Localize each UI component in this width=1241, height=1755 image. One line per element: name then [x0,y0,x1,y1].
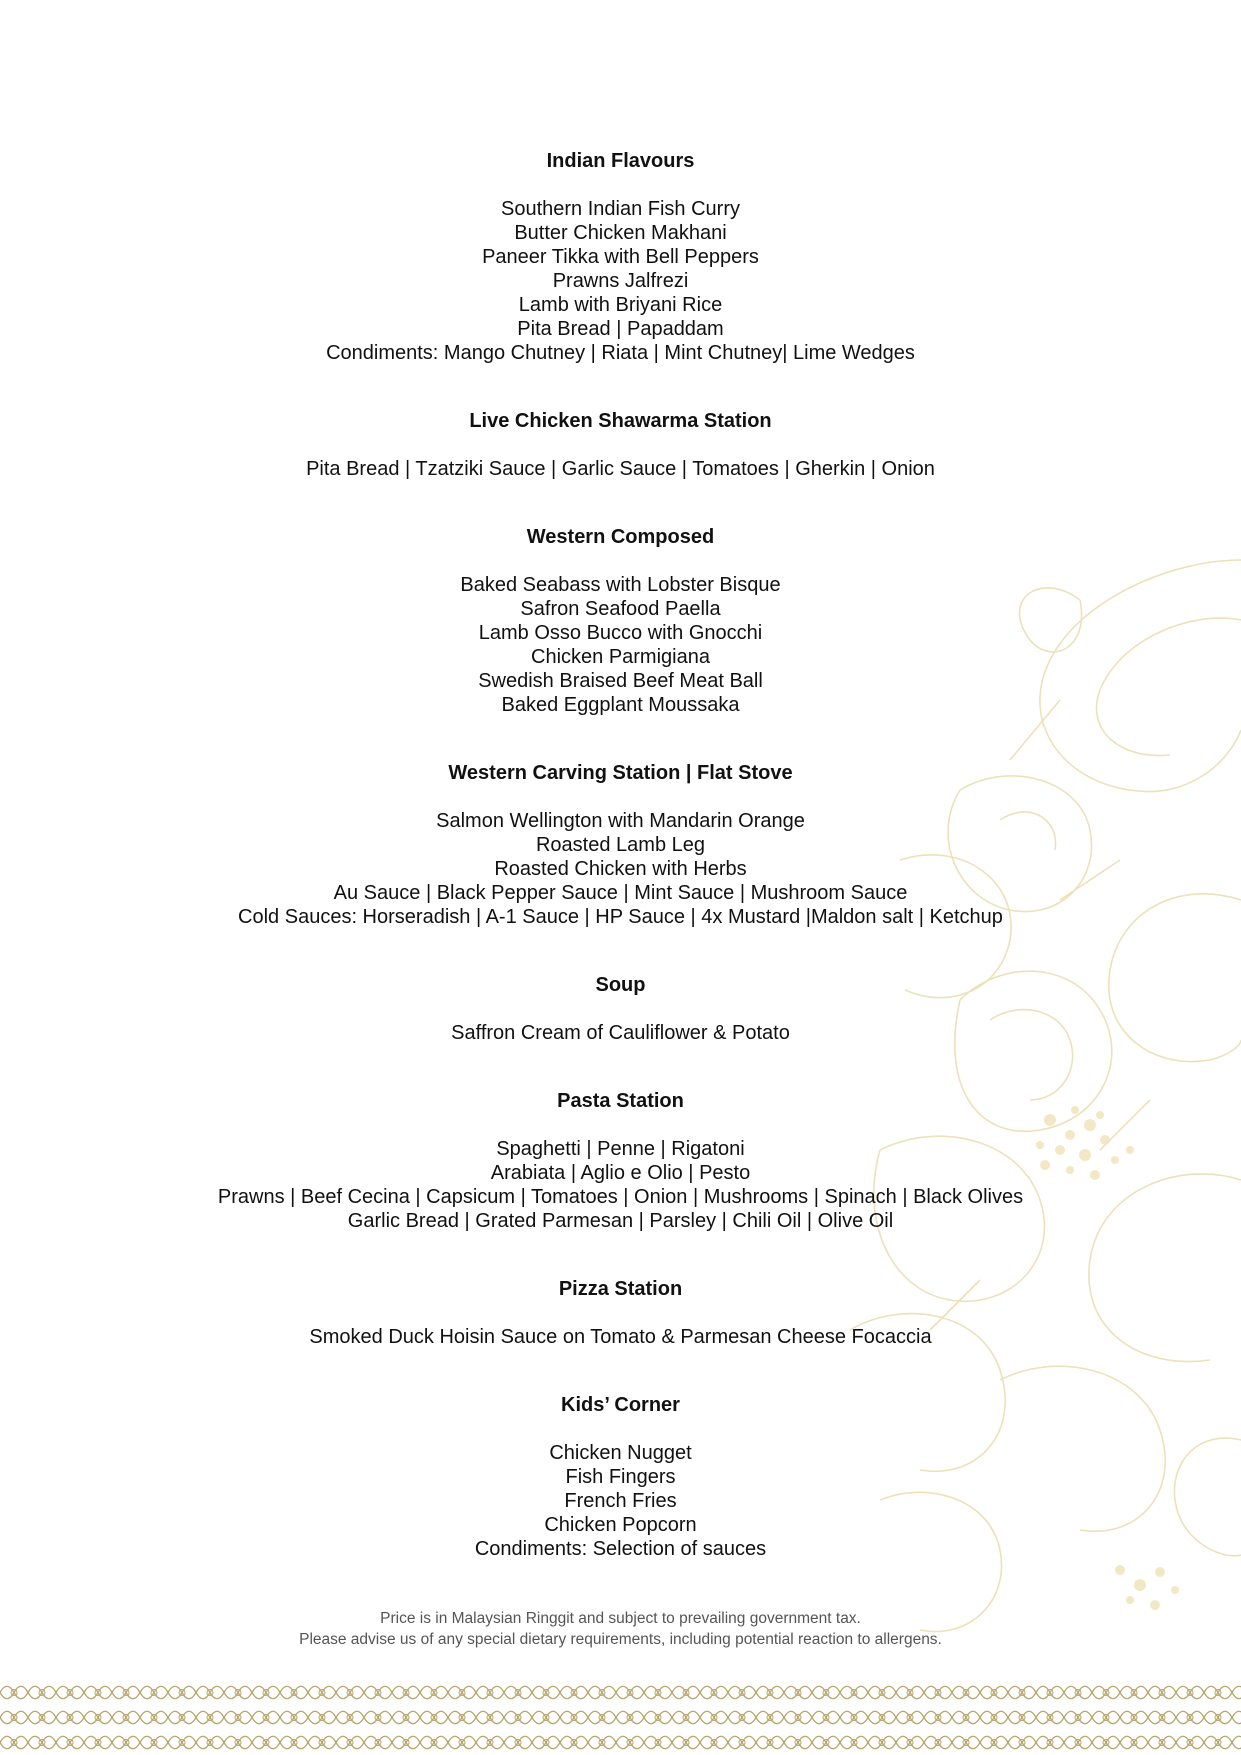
menu-section [0,409,1241,481]
menu-item: Condiments: Selection of sauces [474,1538,767,1560]
menu-item: Smoked Duck Hoisin Sauce on Tomato & Parmesan Cheese Focaccia [309,1326,932,1348]
menu-item: Saffron Cream of Cauliflower & Potato [451,1022,790,1044]
menu-item: Garlic Bread | Grated Parmesan | Parsley | Chili Oil | Olive Oil [347,1210,894,1232]
menu-item: Condiments: Mango Chutney | Riata | Mint Chutney| Lime Wedges [326,342,915,364]
section-title: Western Composed [526,526,715,548]
menu-item: Swedish Braised Beef Meat Ball [478,670,763,692]
menu-item: Lamb with Briyani Rice [518,294,723,316]
menu-item: Roasted Chicken with Herbs [494,858,747,880]
menu-content [0,149,1241,1605]
menu-section [0,525,1241,717]
menu-item: Butter Chicken Makhani [514,222,727,244]
menu-item: Chicken Parmigiana [531,646,710,668]
menu-item: Southern Indian Fish Curry [500,198,740,220]
menu-item: Paneer Tikka with Bell Peppers [482,246,759,268]
menu-item: Prawns | Beef Cecina | Capsicum | Tomatoes | Onion | Mushrooms | Spinach | Black Olives [217,1186,1024,1208]
section-title: Pasta Station [557,1090,684,1112]
menu-item: Baked Seabass with Lobster Bisque [460,574,781,596]
menu-section [0,973,1241,1045]
menu-item: Roasted Lamb Leg [535,834,705,856]
lattice-border-pattern [0,1680,1241,1755]
menu-item: Pita Bread | Papaddam [517,318,724,340]
footer-dietary-note: Please advise us of any special dietary requirements, including potential reaction to allergens. [299,1631,942,1648]
menu-section [0,149,1241,365]
menu-item: Baked Eggplant Moussaka [501,694,740,716]
menu-item: Salmon Wellington with Mandarin Orange [436,810,805,832]
footer-notice [0,1608,1241,1650]
menu-item: Fish Fingers [565,1466,676,1488]
menu-item: French Fries [564,1490,677,1512]
menu-item: Au Sauce | Black Pepper Sauce | Mint Sauce | Mushroom Sauce [333,882,908,904]
section-title: Live Chicken Shawarma Station [469,410,772,432]
menu-item: Arabiata | Aglio e Olio | Pesto [490,1162,751,1184]
footer-price-note: Price is in Malaysian Ringgit and subject to prevailing government tax. [380,1610,861,1627]
section-title: Kids’ Corner [561,1394,680,1416]
menu-item: Chicken Popcorn [544,1514,697,1536]
menu-item: Cold Sauces: Horseradish | A-1 Sauce | HP Sauce | 4x Mustard |Maldon salt | Ketchup [238,906,1003,928]
menu-item: Safron Seafood Paella [520,598,721,620]
menu-section [0,1277,1241,1349]
section-title: Pizza Station [558,1278,683,1300]
menu-section [0,761,1241,929]
menu-item: Chicken Nugget [549,1442,692,1464]
menu-item: Spaghetti | Penne | Rigatoni [496,1138,745,1160]
menu-item: Lamb Osso Bucco with Gnocchi [478,622,763,644]
section-title: Western Carving Station | Flat Stove [448,762,793,784]
menu-section [0,1089,1241,1233]
section-title: Indian Flavours [546,150,695,172]
menu-section [0,1393,1241,1561]
menu-item: Pita Bread | Tzatziki Sauce | Garlic Sauce | Tomatoes | Gherkin | Onion [306,458,935,480]
section-title: Soup [595,974,646,996]
menu-item: Prawns Jalfrezi [552,270,689,292]
